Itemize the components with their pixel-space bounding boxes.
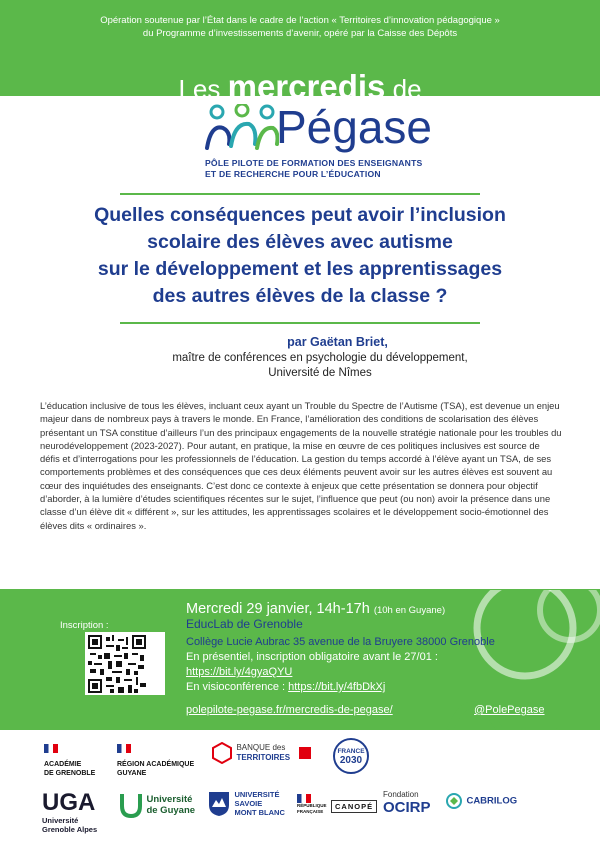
savoie-shield-icon <box>208 791 230 817</box>
qr-code-icon[interactable] <box>88 635 146 693</box>
marianne-icon <box>44 744 58 753</box>
logo-fondation-ocirp <box>383 790 431 816</box>
inscription-label: Inscription : <box>60 620 109 631</box>
banque-line2: TERRITOIRES <box>236 753 291 762</box>
speaker-affiliation: Université de Nîmes <box>268 367 372 379</box>
banque-line1: BANQUE des <box>236 743 286 752</box>
uga-sub1: Université <box>42 816 79 825</box>
republique-text: RÉPUBLIQUE FRANÇAISE <box>297 803 327 814</box>
visio-label: En visioconférence : <box>186 681 286 693</box>
series-les: Les <box>178 74 221 104</box>
savoie-line3: MONT BLANC <box>234 808 285 817</box>
academie-line1: ACADÉMIE <box>44 761 82 768</box>
onsite-registration-link-row <box>186 665 292 680</box>
marianne-icon <box>117 744 131 753</box>
logo-canope: CANOPÉ <box>331 800 377 813</box>
funding-notice <box>0 14 600 40</box>
ocirp-line2: OCIRP <box>383 799 431 816</box>
speaker-block <box>0 334 600 381</box>
pegase-logo-subtitle <box>205 158 465 180</box>
social-handle-link[interactable]: @PolePegase <box>474 704 545 716</box>
logo-republique-francaise <box>297 794 325 815</box>
event-date-text: Mercredi 29 janvier, 14h-17h <box>186 601 370 617</box>
speaker-role: maître de conférences en psychologie du développement, <box>172 352 468 364</box>
guyane-line2: de Guyane <box>146 805 196 816</box>
funding-notice-line1: Opération soutenue par l’État dans le cadre de l’action « Territoires d’innovation pédagogique » <box>100 15 500 26</box>
logo-uga <box>42 790 97 834</box>
banque-territoires-icon <box>212 742 232 764</box>
france2030-line2: 2030 <box>339 755 363 766</box>
guyane-line1: Université <box>146 794 193 805</box>
region-line2: GUYANE <box>117 770 147 777</box>
pegase-sub-line1: PÔLE PILOTE DE FORMATION DES ENSEIGNANTS <box>205 158 423 168</box>
academie-line2: DE GRENOBLE <box>44 770 96 777</box>
logo-france-2030 <box>333 738 369 774</box>
universite-guyane-icon <box>120 792 142 818</box>
pegase-logo-title: Pégase <box>276 101 433 153</box>
visio-row <box>186 680 385 695</box>
question-line3: sur le développement et les apprentissages <box>97 258 503 280</box>
caisse-depots-icon <box>299 747 311 759</box>
event-date-note: (10h en Guyane) <box>373 605 446 616</box>
partner-logos <box>0 730 600 851</box>
savoie-line1: UNIVERSITÉ <box>234 790 280 799</box>
visio-link[interactable]: https://bit.ly/4fbDkXj <box>288 681 386 693</box>
speaker-name: par Gaëtan Briet, <box>287 335 388 349</box>
pegase-figures-icon <box>205 104 279 154</box>
logo-region-guyane <box>117 740 194 778</box>
cabrilog-icon <box>446 792 462 810</box>
abstract-text: L’éducation inclusive de tous les élèves, incluant ceux ayant un Trouble du Spectre de l’Autisme (TSA), est devenue un enjeu majeur dans de nombreux pays à travers le monde. En France, l’amélioration des conditions de scolarisation des élèves présentant un TSA constitue d’ailleurs l’un des principaux engagements de la nouvelle stratégie nationale pour les troubles du neurodéveloppement (2023-2027). Pour autant, en pratique, la mise en œuvre de ces politiques inclusives est source de défis et d’interrogations pour les professionnels de l’éducation. La gestion du temps accordé à l’élève ayant un TSA, de ses comportements problèmes et des conséquences que ces deux éléments peuvent avoir sur les autres élèves est souvent au cœur des inquiétudes des enseignants. C’est donc ce contexte à enjeux que cette présentation se donnera pour objectif d’aborder, à la lumière d’études scientifiques récentes sur le sujet, l’influence que peut (ou non) avoir la présence dans une classe d’un élève dit « différent », sur les attitudes, les apprentissages scolaires et le développement socio-émotionnel des élèves dits « ordinaires ». <box>40 400 562 531</box>
divider-bottom <box>120 322 480 324</box>
question-line2: scolaire des élèves avec autisme <box>147 231 453 253</box>
question-line4: des autres élèves de la classe ? <box>152 285 448 307</box>
logo-savoie-mont-blanc <box>208 790 285 817</box>
cabrilog-text: CABRILOG <box>466 795 518 807</box>
series-mercredis: mercredis <box>227 68 386 105</box>
savoie-line2: SAVOIE <box>234 799 263 808</box>
divider-top <box>120 193 480 195</box>
logo-cabrilog <box>446 792 517 810</box>
question-line1: Quelles conséquences peut avoir l’inclusion <box>94 204 506 226</box>
france2030-line1: FRANCE <box>337 748 365 755</box>
series-de: de <box>392 74 422 104</box>
website-link[interactable]: polepilote-pegase.fr/mercredis-de-pegase/ <box>186 704 393 716</box>
region-line1: RÉGION ACADÉMIQUE <box>117 761 195 768</box>
logo-universite-guyane <box>120 792 195 818</box>
ocirp-line1: Fondation <box>383 790 419 799</box>
lecture-question <box>40 202 560 310</box>
logo-banque-territoires <box>212 742 311 764</box>
event-address: Collège Lucie Aubrac 35 avenue de la Bruyere 38000 Grenoble <box>186 636 495 648</box>
onsite-registration-link[interactable]: https://bit.ly/4gyaQYU <box>186 666 293 678</box>
logo-academie-grenoble <box>44 740 95 778</box>
marianne-icon <box>297 794 311 803</box>
uga-sub2: Grenoble Alpes <box>42 825 98 834</box>
event-venue: EducLab de Grenoble <box>186 617 303 631</box>
uga-text: UGA <box>42 789 96 816</box>
onsite-registration-text: En présentiel, inscription obligatoire avant le 27/01 : <box>186 651 438 663</box>
pegase-sub-line2: ET DE RECHERCHE POUR L’ÉDUCATION <box>205 169 381 179</box>
funding-notice-line2: du Programme d’investissements d’avenir, opéré par la Caisse des Dépôts <box>142 28 458 39</box>
